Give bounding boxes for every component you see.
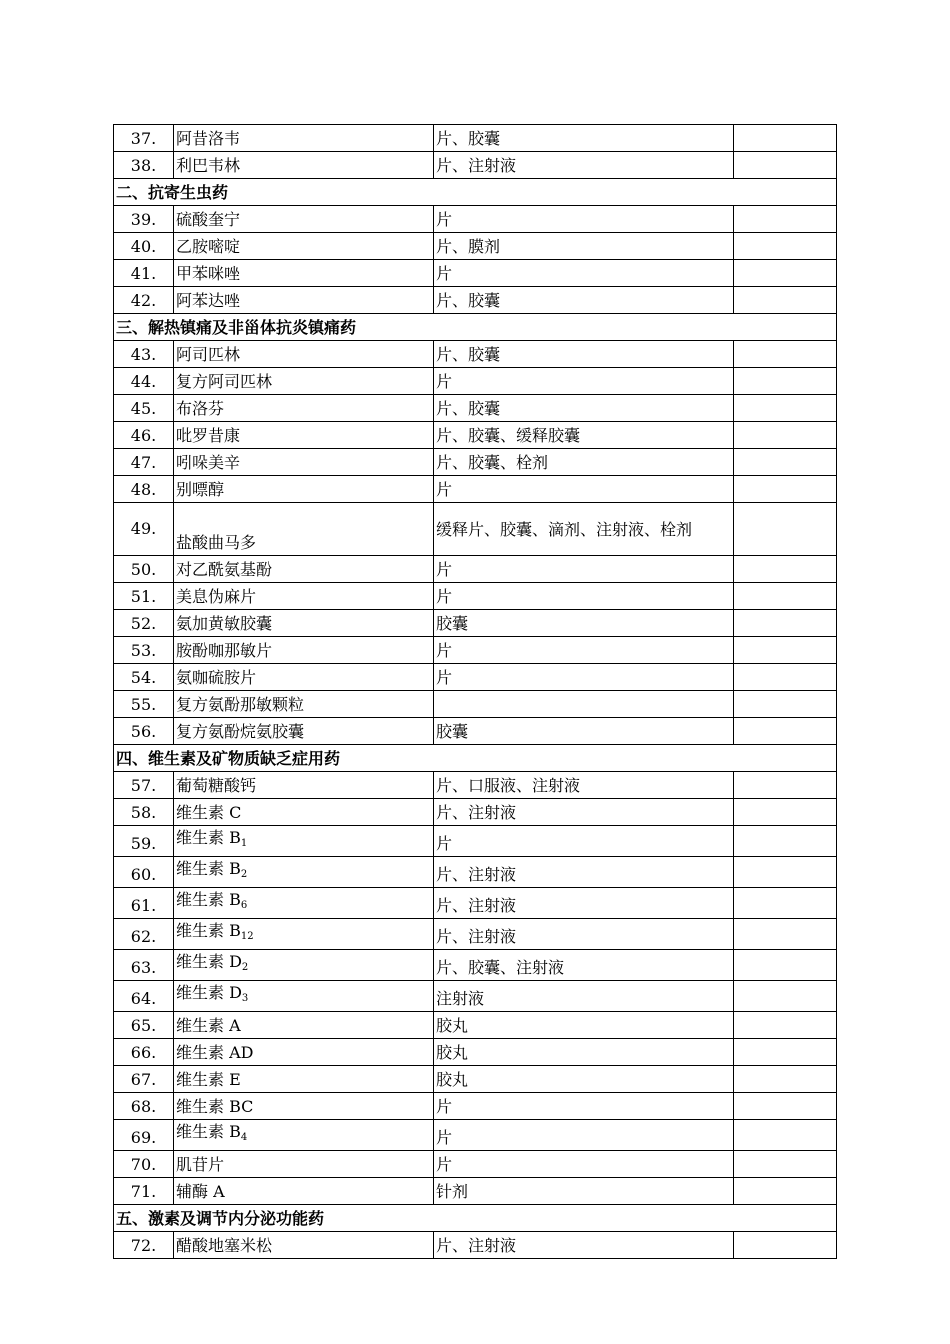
- item-number: 64.: [114, 981, 174, 1012]
- dosage-form: 片、注射液: [434, 152, 734, 179]
- item-number: 38.: [114, 152, 174, 179]
- table-row: [114, 718, 837, 745]
- section-header-row: [114, 745, 837, 772]
- dosage-form: 缓释片、胶囊、滴剂、注射液、栓剂: [434, 503, 734, 556]
- drug-name-text: 维生素 A: [176, 1016, 241, 1035]
- drug-name: [174, 950, 434, 981]
- drug-name-text: 复方阿司匹林: [176, 372, 273, 391]
- dosage-form: 片: [434, 664, 734, 691]
- drug-name-text: 对乙酰氨基酚: [176, 560, 273, 579]
- item-number: 52.: [114, 610, 174, 637]
- drug-name-text: 布洛芬: [176, 399, 225, 418]
- note-cell: [734, 233, 837, 260]
- note-cell: [734, 395, 837, 422]
- drug-name-subscript: 1: [240, 838, 248, 849]
- drug-name: [174, 556, 434, 583]
- drug-name-text: 美息伪麻片: [176, 587, 257, 606]
- drug-name-text: 阿司匹林: [176, 345, 241, 364]
- dosage-form: 胶丸: [434, 1066, 734, 1093]
- note-cell: [734, 1151, 837, 1178]
- drug-name-subscript: 6: [240, 900, 248, 911]
- dosage-form: 片、胶囊: [434, 125, 734, 152]
- note-cell: [734, 919, 837, 950]
- note-cell: [734, 260, 837, 287]
- note-cell: [734, 1120, 837, 1151]
- table-row: [114, 341, 837, 368]
- item-number: 40.: [114, 233, 174, 260]
- note-cell: [734, 610, 837, 637]
- drug-name: [174, 826, 434, 857]
- drug-name-text: 乙胺嘧啶: [176, 237, 241, 256]
- drug-name-text: 葡萄糖酸钙: [176, 776, 257, 795]
- table-row: [114, 1093, 837, 1120]
- drug-name-text: 氨加黄敏胶囊: [176, 614, 273, 633]
- note-cell: [734, 1178, 837, 1205]
- note-cell: [734, 826, 837, 857]
- drug-name: [174, 368, 434, 395]
- drug-name-text: 维生素 C: [176, 803, 242, 822]
- section-title: 三、解热镇痛及非甾体抗炎镇痛药: [114, 314, 837, 341]
- item-number: 58.: [114, 799, 174, 826]
- dosage-form: 片、胶囊、缓释胶囊: [434, 422, 734, 449]
- item-number: 51.: [114, 583, 174, 610]
- dosage-form: 注射液: [434, 981, 734, 1012]
- drug-name: [174, 125, 434, 152]
- drug-name: [174, 888, 434, 919]
- drug-name: [174, 233, 434, 260]
- drug-name-text: 甲苯咪唑: [176, 264, 241, 283]
- item-number: 66.: [114, 1039, 174, 1066]
- table-row: [114, 260, 837, 287]
- note-cell: [734, 1232, 837, 1259]
- dosage-form: 片: [434, 1151, 734, 1178]
- note-cell: [734, 368, 837, 395]
- note-cell: [734, 503, 837, 556]
- item-number: 68.: [114, 1093, 174, 1120]
- table-row: [114, 476, 837, 503]
- drug-name: [174, 1039, 434, 1066]
- drug-name-subscript: 3: [241, 993, 249, 1004]
- table-row: [114, 1012, 837, 1039]
- note-cell: [734, 888, 837, 919]
- item-number: 55.: [114, 691, 174, 718]
- note-cell: [734, 1066, 837, 1093]
- drug-name: [174, 1093, 434, 1120]
- table-row: [114, 233, 837, 260]
- drug-name: [174, 981, 434, 1012]
- drug-name-text: 胺酚咖那敏片: [176, 641, 273, 660]
- dosage-form: 胶丸: [434, 1039, 734, 1066]
- table-row: [114, 152, 837, 179]
- section-header-row: [114, 314, 837, 341]
- dosage-form: 片、注射液: [434, 888, 734, 919]
- drug-name-text: 维生素 BC: [176, 1097, 254, 1116]
- item-number: 65.: [114, 1012, 174, 1039]
- drug-name: [174, 691, 434, 718]
- drug-name-text: 硫酸奎宁: [176, 210, 241, 229]
- dosage-form: 片、胶囊: [434, 395, 734, 422]
- note-cell: [734, 1012, 837, 1039]
- dosage-form: 片、注射液: [434, 1232, 734, 1259]
- item-number: 57.: [114, 772, 174, 799]
- item-number: 56.: [114, 718, 174, 745]
- drug-name-text: 维生素 E: [176, 1070, 241, 1089]
- drug-name-text: 维生素 B: [176, 828, 241, 847]
- note-cell: [734, 206, 837, 233]
- item-number: 47.: [114, 449, 174, 476]
- note-cell: [734, 476, 837, 503]
- table-row: [114, 1120, 837, 1151]
- item-number: 67.: [114, 1066, 174, 1093]
- item-number: 61.: [114, 888, 174, 919]
- table-row: [114, 919, 837, 950]
- note-cell: [734, 1039, 837, 1066]
- dosage-form: 片、口服液、注射液: [434, 772, 734, 799]
- drug-name: [174, 583, 434, 610]
- table-row: [114, 1178, 837, 1205]
- item-number: 60.: [114, 857, 174, 888]
- drug-name-text: 别嘌醇: [176, 480, 225, 499]
- table-row: [114, 287, 837, 314]
- dosage-form: 片、胶囊、注射液: [434, 950, 734, 981]
- drug-list-table: [113, 124, 837, 1259]
- section-header-row: [114, 179, 837, 206]
- drug-name-text: 维生素 B: [176, 890, 241, 909]
- item-number: 49.: [114, 503, 174, 556]
- table-row: [114, 422, 837, 449]
- item-number: 70.: [114, 1151, 174, 1178]
- note-cell: [734, 287, 837, 314]
- table-row: [114, 610, 837, 637]
- drug-name-text: 氨咖硫胺片: [176, 668, 257, 687]
- note-cell: [734, 691, 837, 718]
- drug-name: [174, 637, 434, 664]
- section-title: 五、激素及调节内分泌功能药: [114, 1205, 837, 1232]
- item-number: 72.: [114, 1232, 174, 1259]
- drug-list-body: [114, 125, 837, 1259]
- note-cell: [734, 1093, 837, 1120]
- table-row: [114, 772, 837, 799]
- drug-name: [174, 260, 434, 287]
- item-number: 46.: [114, 422, 174, 449]
- note-cell: [734, 718, 837, 745]
- dosage-form: 片、注射液: [434, 857, 734, 888]
- table-row: [114, 664, 837, 691]
- dosage-form: 片: [434, 1093, 734, 1120]
- item-number: 44.: [114, 368, 174, 395]
- drug-name: [174, 287, 434, 314]
- drug-name-text: 维生素 B: [176, 859, 241, 878]
- drug-name: [174, 206, 434, 233]
- item-number: 42.: [114, 287, 174, 314]
- table-row: [114, 583, 837, 610]
- drug-name-text: 醋酸地塞米松: [176, 1236, 273, 1255]
- drug-name: [174, 857, 434, 888]
- drug-name: [174, 610, 434, 637]
- note-cell: [734, 556, 837, 583]
- drug-name-subscript: 2: [240, 869, 248, 880]
- table-row: [114, 826, 837, 857]
- table-row: [114, 449, 837, 476]
- drug-name-text: 盐酸曲马多: [176, 533, 257, 552]
- note-cell: [734, 664, 837, 691]
- dosage-form: 片: [434, 368, 734, 395]
- drug-name: [174, 341, 434, 368]
- drug-name: [174, 1120, 434, 1151]
- drug-name: [174, 919, 434, 950]
- item-number: 53.: [114, 637, 174, 664]
- drug-name: [174, 1066, 434, 1093]
- drug-name: [174, 1151, 434, 1178]
- dosage-form: 胶丸: [434, 1012, 734, 1039]
- item-number: 71.: [114, 1178, 174, 1205]
- drug-name: [174, 772, 434, 799]
- drug-name: [174, 1178, 434, 1205]
- dosage-form: 片、胶囊: [434, 287, 734, 314]
- note-cell: [734, 152, 837, 179]
- drug-name-text: 维生素 B: [176, 921, 241, 940]
- drug-name-subscript: 4: [240, 1132, 248, 1143]
- note-cell: [734, 950, 837, 981]
- note-cell: [734, 341, 837, 368]
- item-number: 63.: [114, 950, 174, 981]
- drug-name-text: 维生素 D: [176, 952, 242, 971]
- dosage-form: 片: [434, 556, 734, 583]
- drug-name-subscript: 2: [241, 962, 249, 973]
- note-cell: [734, 637, 837, 664]
- drug-name: [174, 449, 434, 476]
- table-row: [114, 981, 837, 1012]
- drug-name-text: 阿苯达唑: [176, 291, 241, 310]
- drug-name-text: 阿昔洛韦: [176, 129, 241, 148]
- dosage-form: 片: [434, 1120, 734, 1151]
- dosage-form: 片、胶囊、栓剂: [434, 449, 734, 476]
- drug-name-text: 复方氨酚那敏颗粒: [176, 695, 305, 714]
- drug-name: [174, 476, 434, 503]
- drug-name: [174, 1232, 434, 1259]
- dosage-form: 片: [434, 826, 734, 857]
- table-row: [114, 125, 837, 152]
- note-cell: [734, 583, 837, 610]
- drug-name: [174, 1012, 434, 1039]
- drug-name-text: 维生素 B: [176, 1122, 241, 1141]
- dosage-form: 片、膜剂: [434, 233, 734, 260]
- drug-name: [174, 422, 434, 449]
- table-row: [114, 1232, 837, 1259]
- table-row: [114, 1039, 837, 1066]
- drug-name: [174, 395, 434, 422]
- table-row: [114, 888, 837, 919]
- table-row: [114, 395, 837, 422]
- dosage-form: 片: [434, 260, 734, 287]
- table-row: [114, 556, 837, 583]
- table-row: [114, 637, 837, 664]
- table-row: [114, 503, 837, 556]
- dosage-form: 片、胶囊: [434, 341, 734, 368]
- dosage-form: 片: [434, 583, 734, 610]
- dosage-form: 片: [434, 206, 734, 233]
- dosage-form: 针剂: [434, 1178, 734, 1205]
- table-row: [114, 1066, 837, 1093]
- table-row: [114, 691, 837, 718]
- drug-name-text: 利巴韦林: [176, 156, 241, 175]
- item-number: 69.: [114, 1120, 174, 1151]
- item-number: 50.: [114, 556, 174, 583]
- dosage-form: [434, 691, 734, 718]
- dosage-form: 片: [434, 637, 734, 664]
- drug-name-text: 吲哚美辛: [176, 453, 241, 472]
- note-cell: [734, 981, 837, 1012]
- drug-name: [174, 503, 434, 556]
- drug-name-text: 维生素 AD: [176, 1043, 254, 1062]
- section-title: 二、抗寄生虫药: [114, 179, 837, 206]
- drug-name: [174, 664, 434, 691]
- drug-name: [174, 799, 434, 826]
- dosage-form: 胶囊: [434, 718, 734, 745]
- item-number: 48.: [114, 476, 174, 503]
- table-row: [114, 799, 837, 826]
- item-number: 59.: [114, 826, 174, 857]
- drug-name-subscript: 12: [240, 931, 254, 942]
- note-cell: [734, 772, 837, 799]
- table-row: [114, 368, 837, 395]
- dosage-form: 片、注射液: [434, 919, 734, 950]
- drug-name: [174, 152, 434, 179]
- item-number: 54.: [114, 664, 174, 691]
- drug-name-text: 复方氨酚烷氨胶囊: [176, 722, 305, 741]
- dosage-form: 片、注射液: [434, 799, 734, 826]
- item-number: 39.: [114, 206, 174, 233]
- item-number: 37.: [114, 125, 174, 152]
- item-number: 41.: [114, 260, 174, 287]
- item-number: 43.: [114, 341, 174, 368]
- dosage-form: 片: [434, 476, 734, 503]
- note-cell: [734, 422, 837, 449]
- table-row: [114, 1151, 837, 1178]
- item-number: 45.: [114, 395, 174, 422]
- note-cell: [734, 857, 837, 888]
- item-number: 62.: [114, 919, 174, 950]
- drug-name-text: 维生素 D: [176, 983, 242, 1002]
- table-row: [114, 857, 837, 888]
- drug-name-text: 吡罗昔康: [176, 426, 241, 445]
- table-row: [114, 950, 837, 981]
- note-cell: [734, 125, 837, 152]
- note-cell: [734, 449, 837, 476]
- drug-name-text: 肌苷片: [176, 1155, 225, 1174]
- section-header-row: [114, 1205, 837, 1232]
- section-title: 四、维生素及矿物质缺乏症用药: [114, 745, 837, 772]
- drug-name-text: 辅酶 A: [176, 1182, 225, 1201]
- drug-name: [174, 718, 434, 745]
- dosage-form: 胶囊: [434, 610, 734, 637]
- table-row: [114, 206, 837, 233]
- note-cell: [734, 799, 837, 826]
